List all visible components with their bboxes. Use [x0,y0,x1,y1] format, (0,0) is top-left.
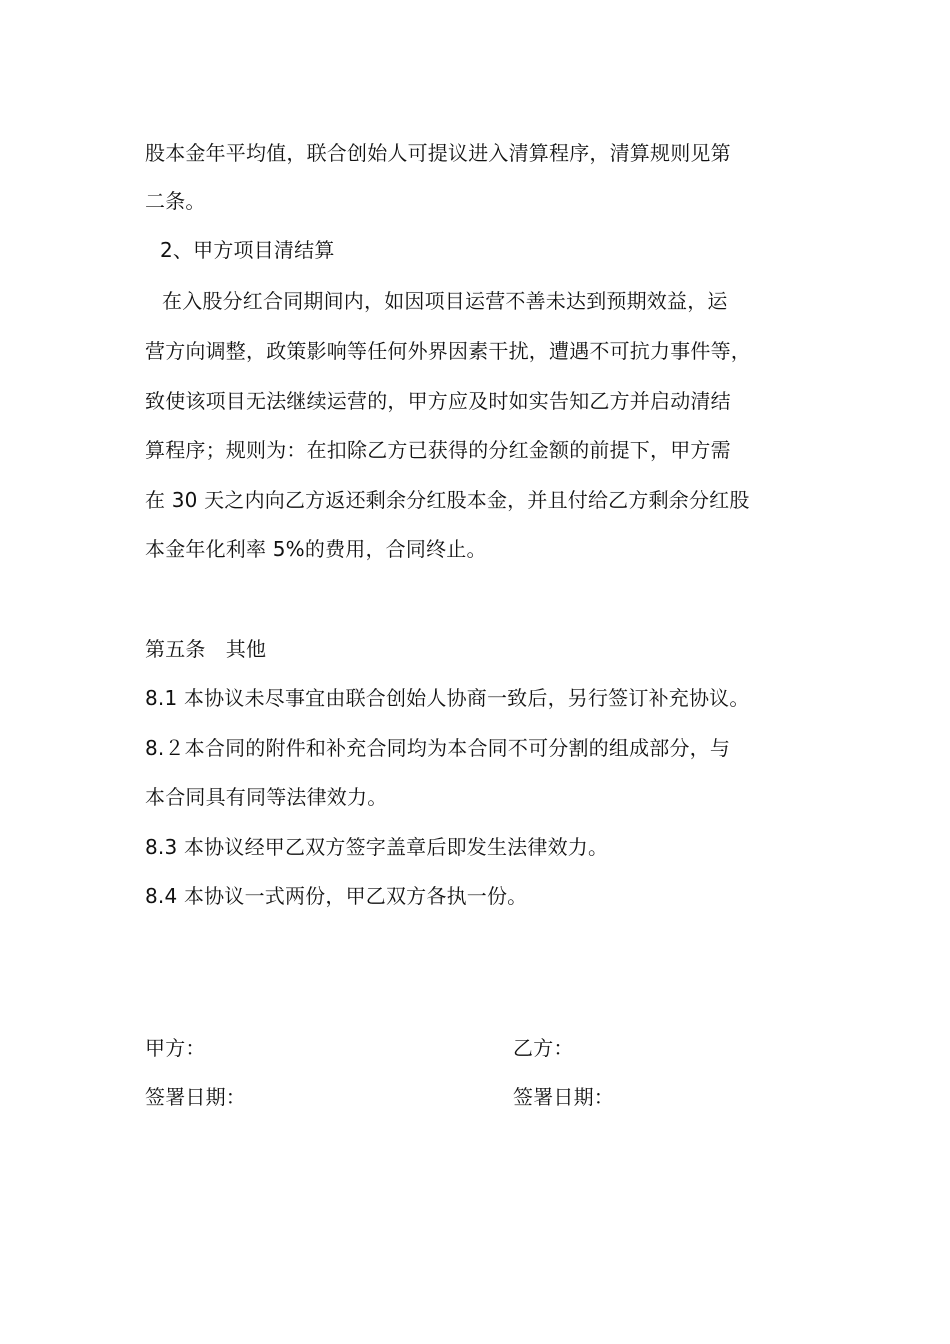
clause-8-2-line-1: 8.２本合同的附件和补充合同均为本合同不可分割的组成部分，与 [145,736,731,760]
continuation-line-2: 二条。 [145,189,206,213]
clause-8-1: 8.1 本协议未尽事宜由联合创始人协商一致后，另行签订补充协议。 [145,686,750,710]
continuation-line-1: 股本金年平均值，联合创始人可提议进入清算程序，清算规则见第 [145,141,731,165]
party-b-label: 乙方： [513,1036,574,1060]
party-a-label: 甲方： [145,1036,206,1060]
section-2-paragraph-line: 本金年化利率 5%的费用，合同终止。 [145,537,487,561]
section-2-paragraph-line: 营方向调整，政策影响等任何外界因素干扰，遭遇不可抗力事件等， [145,339,751,363]
section-2-paragraph-line: 在入股分红合同期间内，如因项目运营不善未达到预期效益，运 [162,289,728,313]
party-a-date-label: 签署日期： [145,1085,246,1109]
party-b-date-label: 签署日期： [513,1085,614,1109]
article-5-heading: 第五条 其他 [145,637,267,661]
clause-8-3: 8.3 本协议经甲乙双方签字盖章后即发生法律效力。 [145,835,609,859]
clause-8-4: 8.4 本协议一式两份，甲乙双方各执一份。 [145,884,528,908]
section-2-paragraph-line: 算程序；规则为：在扣除乙方已获得的分红金额的前提下，甲方需 [145,438,731,462]
clause-8-2-line-2: 本合同具有同等法律效力。 [145,785,388,809]
section-2-heading: 2、甲方项目清结算 [160,238,335,262]
section-2-paragraph-line: 在 30 天之内向乙方返还剩余分红股本金，并且付给乙方剩余分红股 [145,488,750,512]
section-2-paragraph-line: 致使该项目无法继续运营的，甲方应及时如实告知乙方并启动清结 [145,389,731,413]
